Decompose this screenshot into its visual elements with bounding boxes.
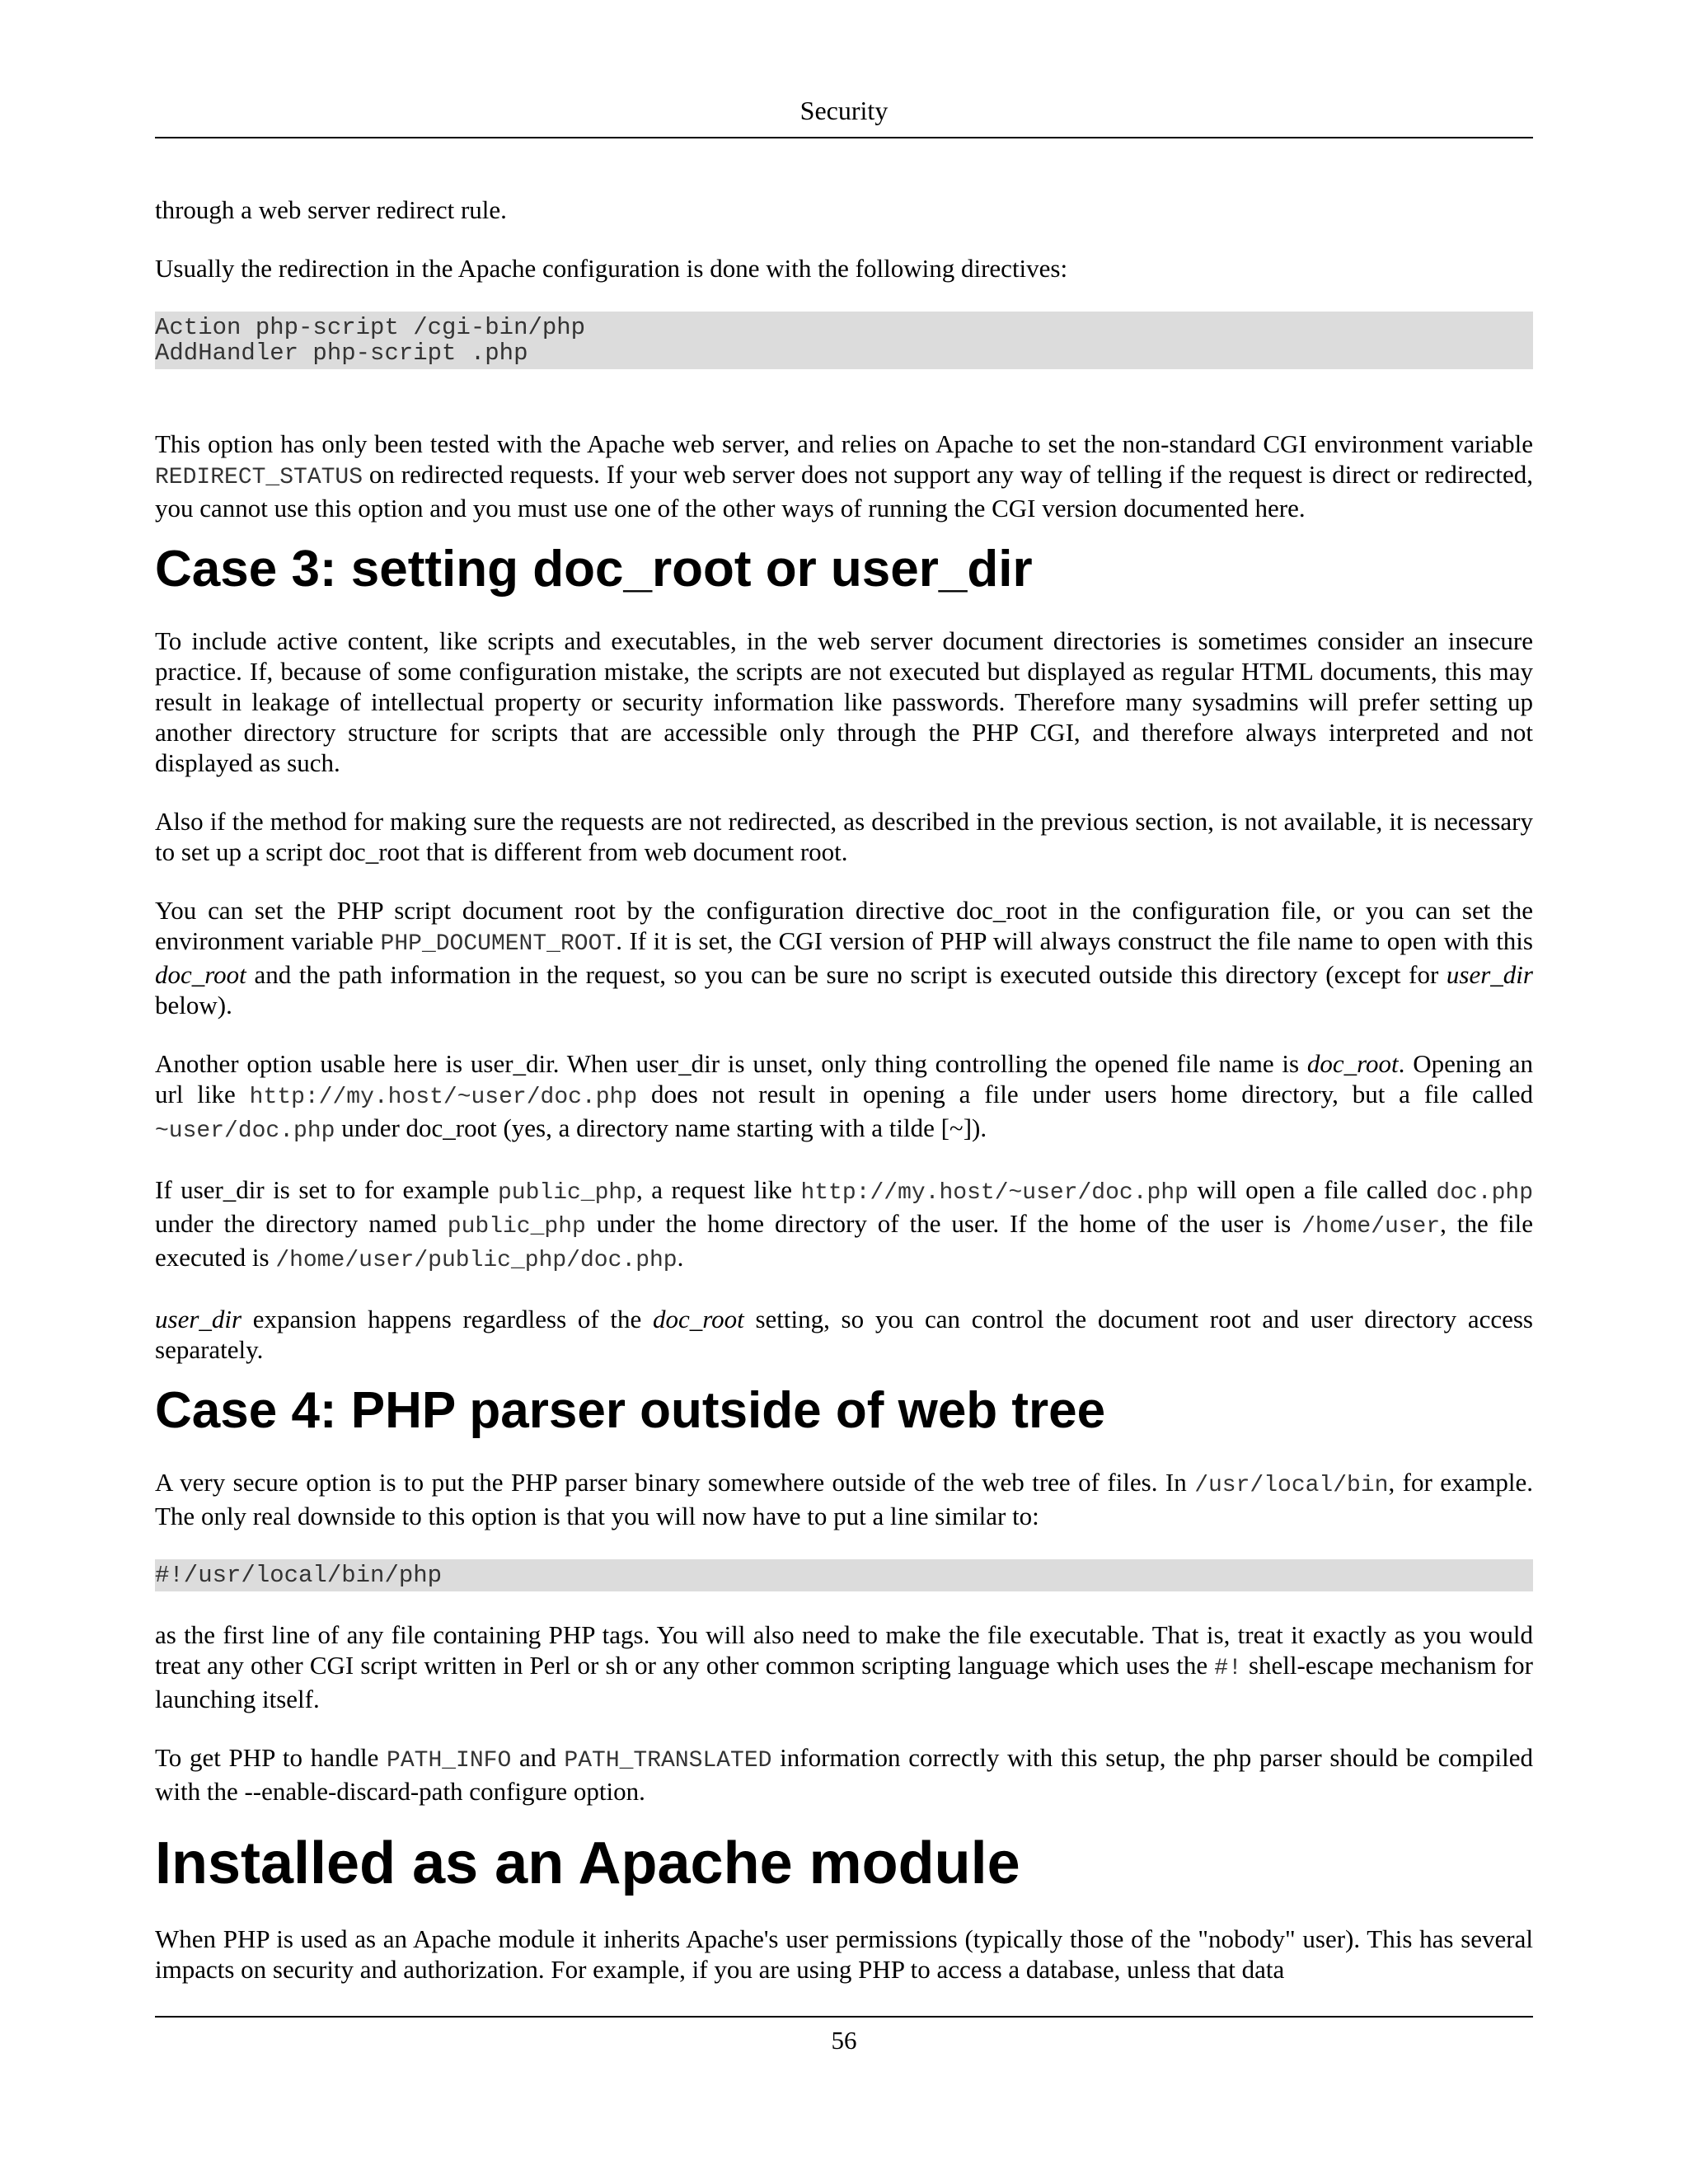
paragraph: Another option usable here is user_dir. When user_dir is unset, only thing controlling the opened file name is doc_root. Opening an url like http://my.host/~user/doc.php does not result in opening a file under users home directory, but a file called ~user/doc.php under doc_root (yes, a directory name starting with a tilde [~]). [155, 1049, 1533, 1144]
paragraph: This option has only been tested with the Apache web server, and relies on Apache to set the non-standard CGI environment variable REDIRECT_STATUS on redirected requests. If your web server does not support any way of telling if the request is direct or redirected, you cannot use this option and you must use one of the other ways of running the CGI version documented here. [155, 429, 1533, 523]
code-block: Action php-script /cgi-bin/php AddHandler php-script .php [155, 312, 1533, 369]
paragraph: as the first line of any file containing PHP tags. You will also need to make the file executable. That is, treat it exactly as you would treat any other CGI script written in Perl or sh or any other common scripting language which uses the #! shell-escape mechanism for launching itself. [155, 1620, 1533, 1713]
inline-code: doc.php [1436, 1180, 1534, 1206]
document-page [155, 0, 1533, 2184]
section-heading: Case 4: PHP parser outside of web tree [155, 1382, 1106, 1439]
inline-code: http://my.host/~user/doc.php [800, 1180, 1189, 1206]
chapter-heading: Installed as an Apache module [155, 1830, 1020, 1896]
paragraph: If user_dir is set to for example public_php, a request like http://my.host/~user/doc.php will open a file called doc.php under the directory named public_php under the home directory of the user. If the home of the user is /​home/user, the file executed is /home/user/public_php/doc.php. [155, 1175, 1534, 1273]
code-block: #!/usr/local/bin/php [155, 1559, 1533, 1591]
inline-code: PATH_INFO [387, 1748, 512, 1774]
paragraph: To include active content, like scripts and executables, in the web server document directories is sometimes consider an insecure practice. If, because of some configuration mistake, the scripts are not executed but displayed as regular HTML documents, this may result in leakage of intellectual property or security information like passwords. Therefore many sysadmins will prefer setting up another directory structure for scripts that are accessible only through the PHP CGI, and therefore always interpreted and not displayed as such. [155, 626, 1533, 777]
inline-code: /usr/local/bin [1194, 1473, 1389, 1498]
inline-code: /​home/user [1301, 1214, 1441, 1240]
footer-rule [155, 2016, 1533, 2018]
paragraph: You can set the PHP script document root by the configuration directive doc_root in the configuration file, or you can set the environment variable PHP_DOCUMENT_ROOT. If it is set, the CGI version of PHP will always construct the file name to open with this doc_root and the path information in the request, so you can be sure no script is executed outside this directory (except for user_dir below). [155, 896, 1533, 1019]
inline-code: public_php [447, 1214, 586, 1240]
paragraph: To get PHP to handle PATH_INFO and PATH_TRANSLATED information correctly with this setup, the php parser should be compiled with the --enable-discard-path configure option. [155, 1743, 1534, 1806]
inline-code: PHP_DOCUMENT_ROOT [380, 931, 617, 957]
page-number: 56 [831, 2026, 857, 2055]
inline-code: #! [1214, 1656, 1242, 1681]
inline-code: REDIRECT_STATUS [155, 465, 363, 490]
header-rule [155, 137, 1533, 138]
running-header: Security [799, 96, 889, 125]
paragraph: user_dir expansion happens regardless of the doc_root setting, so you can control the document root and user directory access separately. [155, 1305, 1533, 1364]
paragraph: Usually the redirection in the Apache configuration is done with the following directives: [155, 254, 1068, 283]
inline-code: /home/user/public_php/doc.php [275, 1248, 678, 1273]
paragraph: through a web server redirect rule. [155, 195, 507, 224]
paragraph: When PHP is used as an Apache module it inherits Apache's user permissions (typically those of the "nobody" user). This has several impacts on security and authorization. For example, if you are using PHP to access a database, unless that data [155, 1924, 1533, 1984]
page-content [155, 194, 1533, 2013]
inline-code: ~user/doc.php [155, 1118, 335, 1144]
paragraph: Also if the method for making sure the requests are not redirected, as described in the previous section, is not available, it is necessary to set up a script doc_root that is different from web document root. [155, 807, 1533, 866]
paragraph: A very secure option is to put the PHP parser binary somewhere outside of the web tree of files. In /usr/local/bin, for example. The only real downside to this option is that you will now have to put a line similar to: [155, 1468, 1533, 1530]
section-heading: Case 3: setting doc_root or user_dir [155, 541, 1033, 598]
inline-code: http://my.host/~user/doc.php [249, 1085, 638, 1110]
inline-code: public_php [497, 1180, 637, 1206]
inline-code: PATH_TRANSLATED [564, 1748, 772, 1774]
